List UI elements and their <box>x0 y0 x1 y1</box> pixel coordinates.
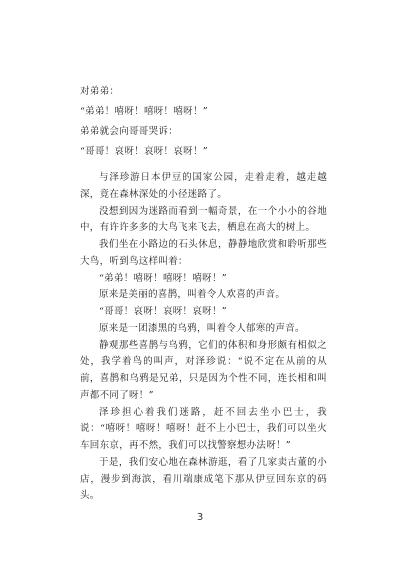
paragraph: 泽珍担心着我们迷路，赶不回去坐小巴士，我说：“嘻呀！嘻呀！嘻呀！赶不上小巴士，我们可以坐火车回东京，再不然，我们可以找警察想办法呀！” <box>80 406 327 451</box>
paragraph: 静观那些喜鹊与乌鸦，它们的体积和身形颇有相似之处，我学着鸟的叫声，对泽珍说：“说不定在从前的从前，喜鹊和乌鸦是兄弟，只是因为个性不同，连长相和叫声都不同了呀！” <box>80 339 327 401</box>
paragraph: 没想到因为迷路而看到一幅奇景，在一个小小的谷地中，有许许多多的大鸟飞来飞去，栖息在高大的树上。 <box>80 205 327 234</box>
text-line: 弟弟就会向哥哥哭诉： <box>80 126 179 137</box>
paragraph: 于是，我们安心地在森林游逛，看了几家卖古董的小店，漫步到海滨，看川端康成笔下那从伊豆回东京的码头。 <box>80 456 327 502</box>
text-line: 对弟弟： <box>80 86 120 97</box>
paragraph: “弟弟！嘻呀！嘻呀！嘻呀！” <box>99 272 227 284</box>
text-line: “哥哥！哀呀！哀呀！哀呀！” <box>80 146 208 157</box>
text-line: “弟弟！嘻呀！嘻呀！嘻呀！” <box>80 106 208 117</box>
paragraph: 与泽珍游日本伊豆的国家公园，走着走着，越走越深，竟在森林深处的小径迷路了。 <box>80 172 327 200</box>
paragraph: 原来是美丽的喜鹊，叫着令人欢喜的声音。 <box>99 289 286 301</box>
paragraph: 我们坐在小路边的石头休息，静静地欣赏和聆听那些大鸟，听到鸟这样叫着： <box>80 239 327 267</box>
paragraph: “哥哥！哀呀！哀呀！哀呀！” <box>99 306 227 317</box>
page-number: 3 <box>196 512 204 523</box>
paragraph: 原来是一团漆黑的乌鸦，叫着令人郁寒的声音。 <box>99 322 305 334</box>
